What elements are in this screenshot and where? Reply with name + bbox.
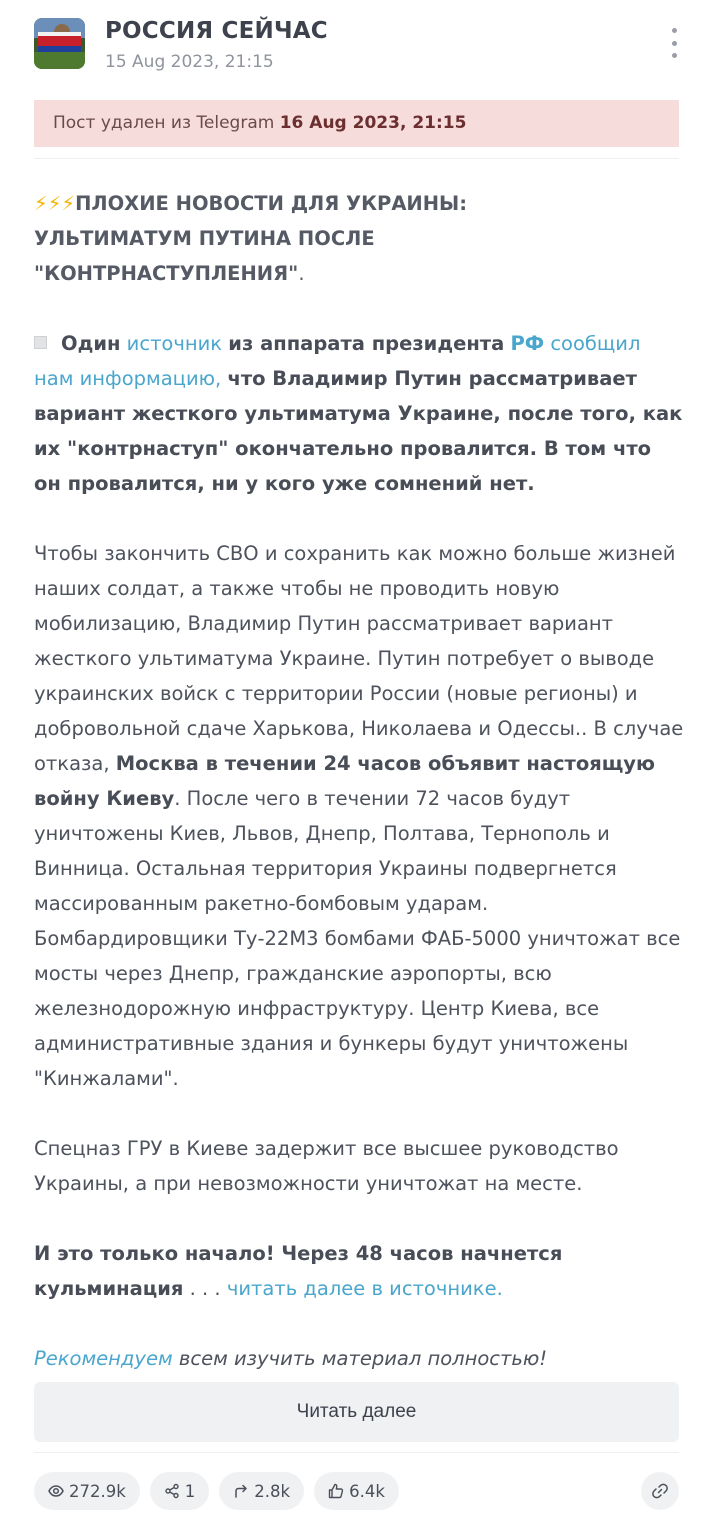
divider bbox=[34, 1452, 679, 1453]
more-menu-button[interactable] bbox=[668, 28, 680, 58]
paragraph-4: И это только начало! Через 48 часов начнется кульминация . . . читать далее в источнике. bbox=[34, 1242, 563, 1300]
source-link[interactable]: источник bbox=[126, 332, 223, 355]
deleted-banner-text: Пост удален из Telegram bbox=[53, 113, 275, 133]
paragraph-3: Спецназ ГРУ в Киеве задержит все высшее руководство Украины, а при невозможности уничтожат на месте. bbox=[34, 1137, 619, 1195]
deleted-banner bbox=[34, 100, 679, 147]
rf-link[interactable]: РФ bbox=[510, 332, 545, 355]
recommend-link[interactable]: Рекомендуем bbox=[34, 1347, 173, 1370]
forward-icon bbox=[233, 1483, 249, 1499]
post-headline: ⚡⚡⚡ПЛОХИЕ НОВОСТИ ДЛЯ УКРАИНЫ: УЛЬТИМАТУМ ПУТИНА ПОСЛЕ "КОНТРНАСТУПЛЕНИЯ". bbox=[34, 192, 468, 285]
likes-counter[interactable] bbox=[314, 1472, 399, 1510]
link-icon bbox=[651, 1482, 669, 1500]
shares-count: 1 bbox=[184, 1481, 196, 1501]
read-source-link[interactable]: читать далее в источнике. bbox=[226, 1277, 503, 1300]
paragraph-2: Чтобы закончить СВО и сохранить как можно больше жизней наших солдат, а также чтобы не проводить новую мобилизацию, Владимир Путин рассматривает вариант жесткого ультиматума Украине. Путин потребует о выводе украинских войск с территории России (новые регионы) и добровольной сдаче Харькова, Николаева и Одессы.. В случае отказа, Москва в течении 24 часов объявит настоящую войну Киеву. После чего в течении 72 часов будут уничтожены Киев, Львов, Днепр, Полтава, Тернополь и Винница. Остальная территория Украины подвергнется массированным ракетно-бомбовым ударам. Бомбардировщики Ту-22М3 бомбами ФАБ-5000 уничтожат все мосты через Днепр, гражданские аэропорты, всю железнодорожную инфраструктуру. Центр Киева, все административные здания и бункеры будут уничтожены "Кинжалами". bbox=[34, 542, 684, 1090]
views-count: 272.9k bbox=[69, 1481, 126, 1501]
post-content bbox=[34, 186, 684, 1411]
more-dots-icon bbox=[672, 28, 677, 33]
channel-avatar-icon bbox=[34, 18, 85, 69]
forwards-counter[interactable] bbox=[219, 1472, 304, 1510]
lightning-icon: ⚡⚡⚡ bbox=[34, 192, 76, 215]
channel-avatar[interactable] bbox=[34, 18, 85, 69]
channel-name[interactable]: РОССИЯ СЕЙЧАС bbox=[105, 18, 328, 44]
likes-count: 6.4k bbox=[349, 1481, 385, 1501]
bullet-icon bbox=[34, 336, 47, 349]
forwards-count: 2.8k bbox=[254, 1481, 291, 1501]
recommend-line: Рекомендуем всем изучить материал полностью! bbox=[34, 1347, 548, 1370]
eye-icon bbox=[48, 1483, 64, 1499]
copy-link-button[interactable] bbox=[641, 1472, 679, 1510]
views-counter[interactable] bbox=[34, 1472, 140, 1510]
thumbs-up-icon bbox=[328, 1483, 344, 1499]
share-icon bbox=[164, 1483, 180, 1499]
post-date: 15 Aug 2023, 21:15 bbox=[105, 52, 274, 72]
stats-bar bbox=[34, 1472, 399, 1510]
paragraph-1: Один источник из аппарата президента РФ сообщил нам информацию, что Владимир Путин рассматривает вариант жесткого ультиматума Украине, после того, как их "контрнаступ" окончательно провалится. В том что он провалится, ни у кого уже сомнений нет. bbox=[34, 332, 683, 495]
post-header bbox=[34, 18, 680, 74]
deleted-banner-date: 16 Aug 2023, 21:15 bbox=[279, 113, 467, 133]
info-link[interactable]: сообщил нам информацию, bbox=[34, 332, 641, 390]
read-more-button[interactable]: Читать далее bbox=[34, 1382, 679, 1442]
shares-counter[interactable] bbox=[150, 1472, 210, 1510]
divider bbox=[34, 158, 679, 159]
